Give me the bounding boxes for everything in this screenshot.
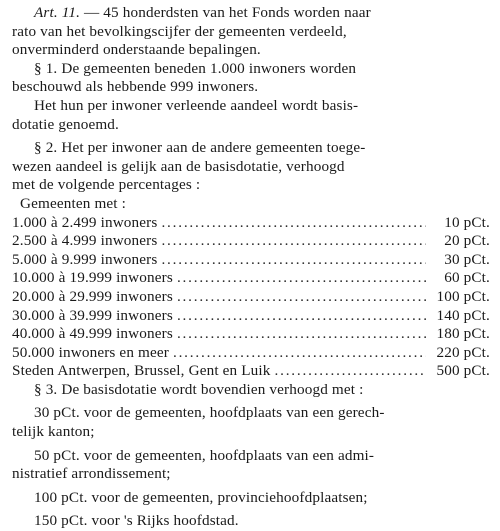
row-value: 140 pCt. <box>436 306 490 324</box>
section-3-item-1 <box>12 404 490 441</box>
section-2-line-1: § 2. Het per inwoner aan de andere gemeenten toege- <box>34 139 366 157</box>
dot-leader <box>161 214 426 233</box>
article-paragraph <box>12 4 490 60</box>
row-label: 1.000 à 2.499 inwoners <box>12 213 158 231</box>
section-3-paragraph <box>12 381 490 531</box>
dot-leader <box>177 307 426 326</box>
row-value: 100 pCt. <box>436 287 490 305</box>
dot-leader <box>177 288 426 307</box>
row-value: 10 pCt. <box>444 213 490 231</box>
dot-leader <box>177 269 426 288</box>
table-row <box>12 325 490 344</box>
row-label: 30.000 à 39.999 inwoners <box>12 306 173 324</box>
row-label: Steden Antwerpen, Brussel, Gent en Luik <box>12 362 271 380</box>
row-label: 10.000 à 19.999 inwoners <box>12 269 173 287</box>
table-row <box>12 269 490 288</box>
section-3-heading: § 3. De basisdotatie wordt bovendien verhoogd met : <box>34 380 364 398</box>
row-value: 30 pCt. <box>444 250 490 268</box>
dot-leader <box>173 344 426 363</box>
section-3-item-1-line-1: 30 pCt. voor de gemeenten, hoofdplaats van een gerech- <box>34 404 385 422</box>
section-3-item-4-line-1: 150 pCt. voor 's Rijks hoofdstad. <box>34 512 239 530</box>
section-3-item-4 <box>12 512 490 531</box>
article-label: Art. 11. <box>34 4 81 21</box>
section-1-line-2: beschouwd als hebbende 999 inwoners. <box>12 78 259 96</box>
section-3-item-3-line-1: 100 pCt. voor de gemeenten, provinciehoofdplaatsen; <box>34 488 368 506</box>
article-line-2: rato van het bevolkingscijfer der gemeenten verdeeld, <box>12 22 347 40</box>
row-value: 180 pCt. <box>436 325 490 343</box>
article-line-1 <box>12 4 490 23</box>
row-label: 50.000 inwoners en meer <box>12 343 169 361</box>
section-2-line-2: wezen aandeel is gelijk aan de basisdotatie, verhoogd <box>12 157 345 175</box>
article-line-3: onverminderd onderstaande bepalingen. <box>12 41 261 59</box>
table-row <box>12 307 490 326</box>
table-heading: Gemeenten met : <box>20 194 126 212</box>
section-3-item-2 <box>12 447 490 484</box>
table-row <box>12 288 490 307</box>
document-page <box>12 4 490 531</box>
dot-leader <box>161 251 426 270</box>
table-row <box>12 344 490 363</box>
row-label: 2.500 à 4.999 inwoners <box>12 232 158 250</box>
section-1-line-4: dotatie genoemd. <box>12 115 119 133</box>
section-3-item-2-line-2: nistratief arrondissement; <box>12 465 171 483</box>
section-1-line-1: § 1. De gemeenten beneden 1.000 inwoners worden <box>34 59 357 77</box>
row-label: 40.000 à 49.999 inwoners <box>12 325 173 343</box>
percentage-table <box>12 214 490 381</box>
section-1-line-3: Het hun per inwoner verleende aandeel wordt basis- <box>34 96 359 114</box>
dot-leader <box>275 362 426 381</box>
section-3-item-3 <box>12 489 490 508</box>
row-label: 5.000 à 9.999 inwoners <box>12 250 158 268</box>
dot-leader <box>177 325 426 344</box>
row-value: 20 pCt. <box>444 232 490 250</box>
table-row <box>12 214 490 233</box>
section-2-line-3: met de volgende percentages : <box>12 176 201 194</box>
section-2-paragraph <box>12 139 490 213</box>
row-value: 500 pCt. <box>436 362 490 380</box>
table-row <box>12 251 490 270</box>
table-row <box>12 232 490 251</box>
row-label: 20.000 à 29.999 inwoners <box>12 287 173 305</box>
table-row <box>12 362 490 381</box>
dot-leader <box>161 232 426 251</box>
article-text: — 45 honderdsten van het Fonds worden naar <box>84 4 371 21</box>
section-3-item-2-line-1: 50 pCt. voor de gemeenten, hoofdplaats van een admi- <box>34 446 375 464</box>
section-3-item-1-line-2: telijk kanton; <box>12 423 95 441</box>
row-value: 220 pCt. <box>436 343 490 361</box>
row-value: 60 pCt. <box>444 269 490 287</box>
section-1-paragraph <box>12 60 490 134</box>
